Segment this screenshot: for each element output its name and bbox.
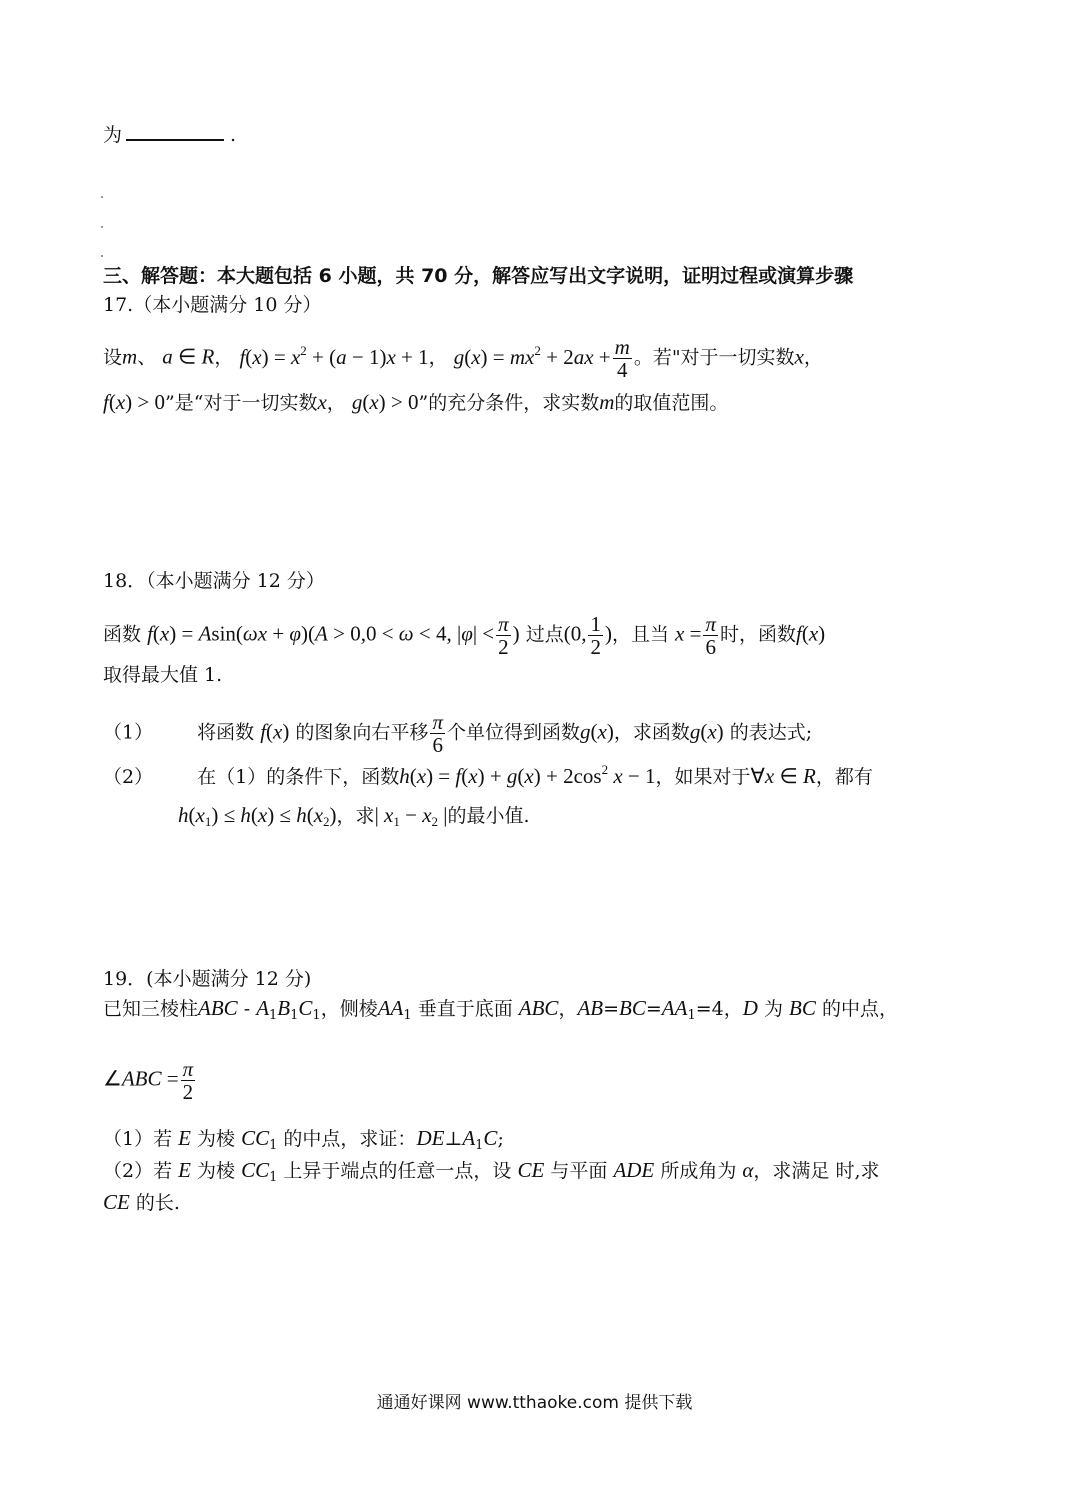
answer-prefix: 为 bbox=[103, 124, 123, 146]
footer-credit: 通通好课网 www.tthaoke.com 提供下载 bbox=[376, 1393, 693, 1413]
q19-part2-line1: （2）若 E 为棱 $CC_1$ 上异于端点的任意一点，设 CE 与平面 ADE 所成角为 α，求满足 时,求 bbox=[103, 1158, 880, 1185]
q17-line2: f(x) > 0”是“对于一切实数x， g(x) > 0”的充分条件，求实数m的取值范围。 bbox=[103, 390, 729, 414]
q19-part1: （1）若 E 为棱 $CC_1$ 的中点，求证：$DE\perp A_1C$; bbox=[103, 1126, 504, 1153]
section-heading: 三、解答题：本大题包括 6 小题，共 70 分，解答应写出文字说明，证明过程或演算步骤 bbox=[103, 265, 854, 287]
q19-line1: 已知三棱柱ABC - $A_1B_1C_1$，侧棱$AA_1$ 垂直于底面 ABC，$AB=BC=AA_1=4$，D 为 BC 的中点， bbox=[103, 996, 898, 1023]
stray-dot bbox=[101, 255, 103, 257]
answer-line bbox=[103, 119, 236, 148]
q18-part1: （1） 将函数 f(x) 的图象向右平移 $\frac{\pi}{6}$ 个单位得到函数g(x)，求函数g(x) 的表达式; bbox=[103, 710, 813, 757]
answer-suffix: . bbox=[230, 124, 237, 146]
q18-part2-line1: （2） 在（1）的条件下，函数$h(x) = f(x) + g(x) + 2\cos^2$ x − 1，如果对于∀x ∈ R，都有 bbox=[103, 762, 873, 788]
stray-dot bbox=[101, 226, 103, 228]
q17-header: 17.（本小题满分 10 分） bbox=[103, 294, 322, 316]
fraction-m-over-4: $\frac{m}{4}$ bbox=[614, 335, 630, 382]
q19-angle: ∠ABC = $\frac{\pi}{2}$ bbox=[103, 1057, 194, 1104]
stray-dot bbox=[101, 196, 103, 198]
q19-part2-line2: CE 的长. bbox=[103, 1190, 180, 1214]
q18-part2-line2: $h(x_1) \le h(x) \le h(x_2)$，求| $x_1 - x_2$ |的最小值. bbox=[178, 803, 530, 829]
q17-line1: 设m、 a ∈ R， $f(x) = x^2 + (a - 1)x + 1$， $g(x) = mx^2 + 2ax$ + $\frac{m}{4}$ 。若"对于一切实数x， bbox=[103, 335, 823, 382]
answer-blank bbox=[126, 119, 224, 141]
q19-header: 19．(本小题满分 12 分) bbox=[103, 968, 312, 990]
q18-header: 18．（本小题满分 12 分） bbox=[103, 570, 325, 592]
q18-line1: 函数 f(x) = Asin(ωx + φ)(A > 0,0 < ω < 4, |φ| < $\frac{\pi}{2}$ ) 过点(0, $\frac{1}{2}$ )，且当 x = $\frac{\pi}{6}$ 时，函数f(x) bbox=[103, 612, 826, 659]
q18-line2: 取得最大值 1. bbox=[103, 664, 223, 686]
